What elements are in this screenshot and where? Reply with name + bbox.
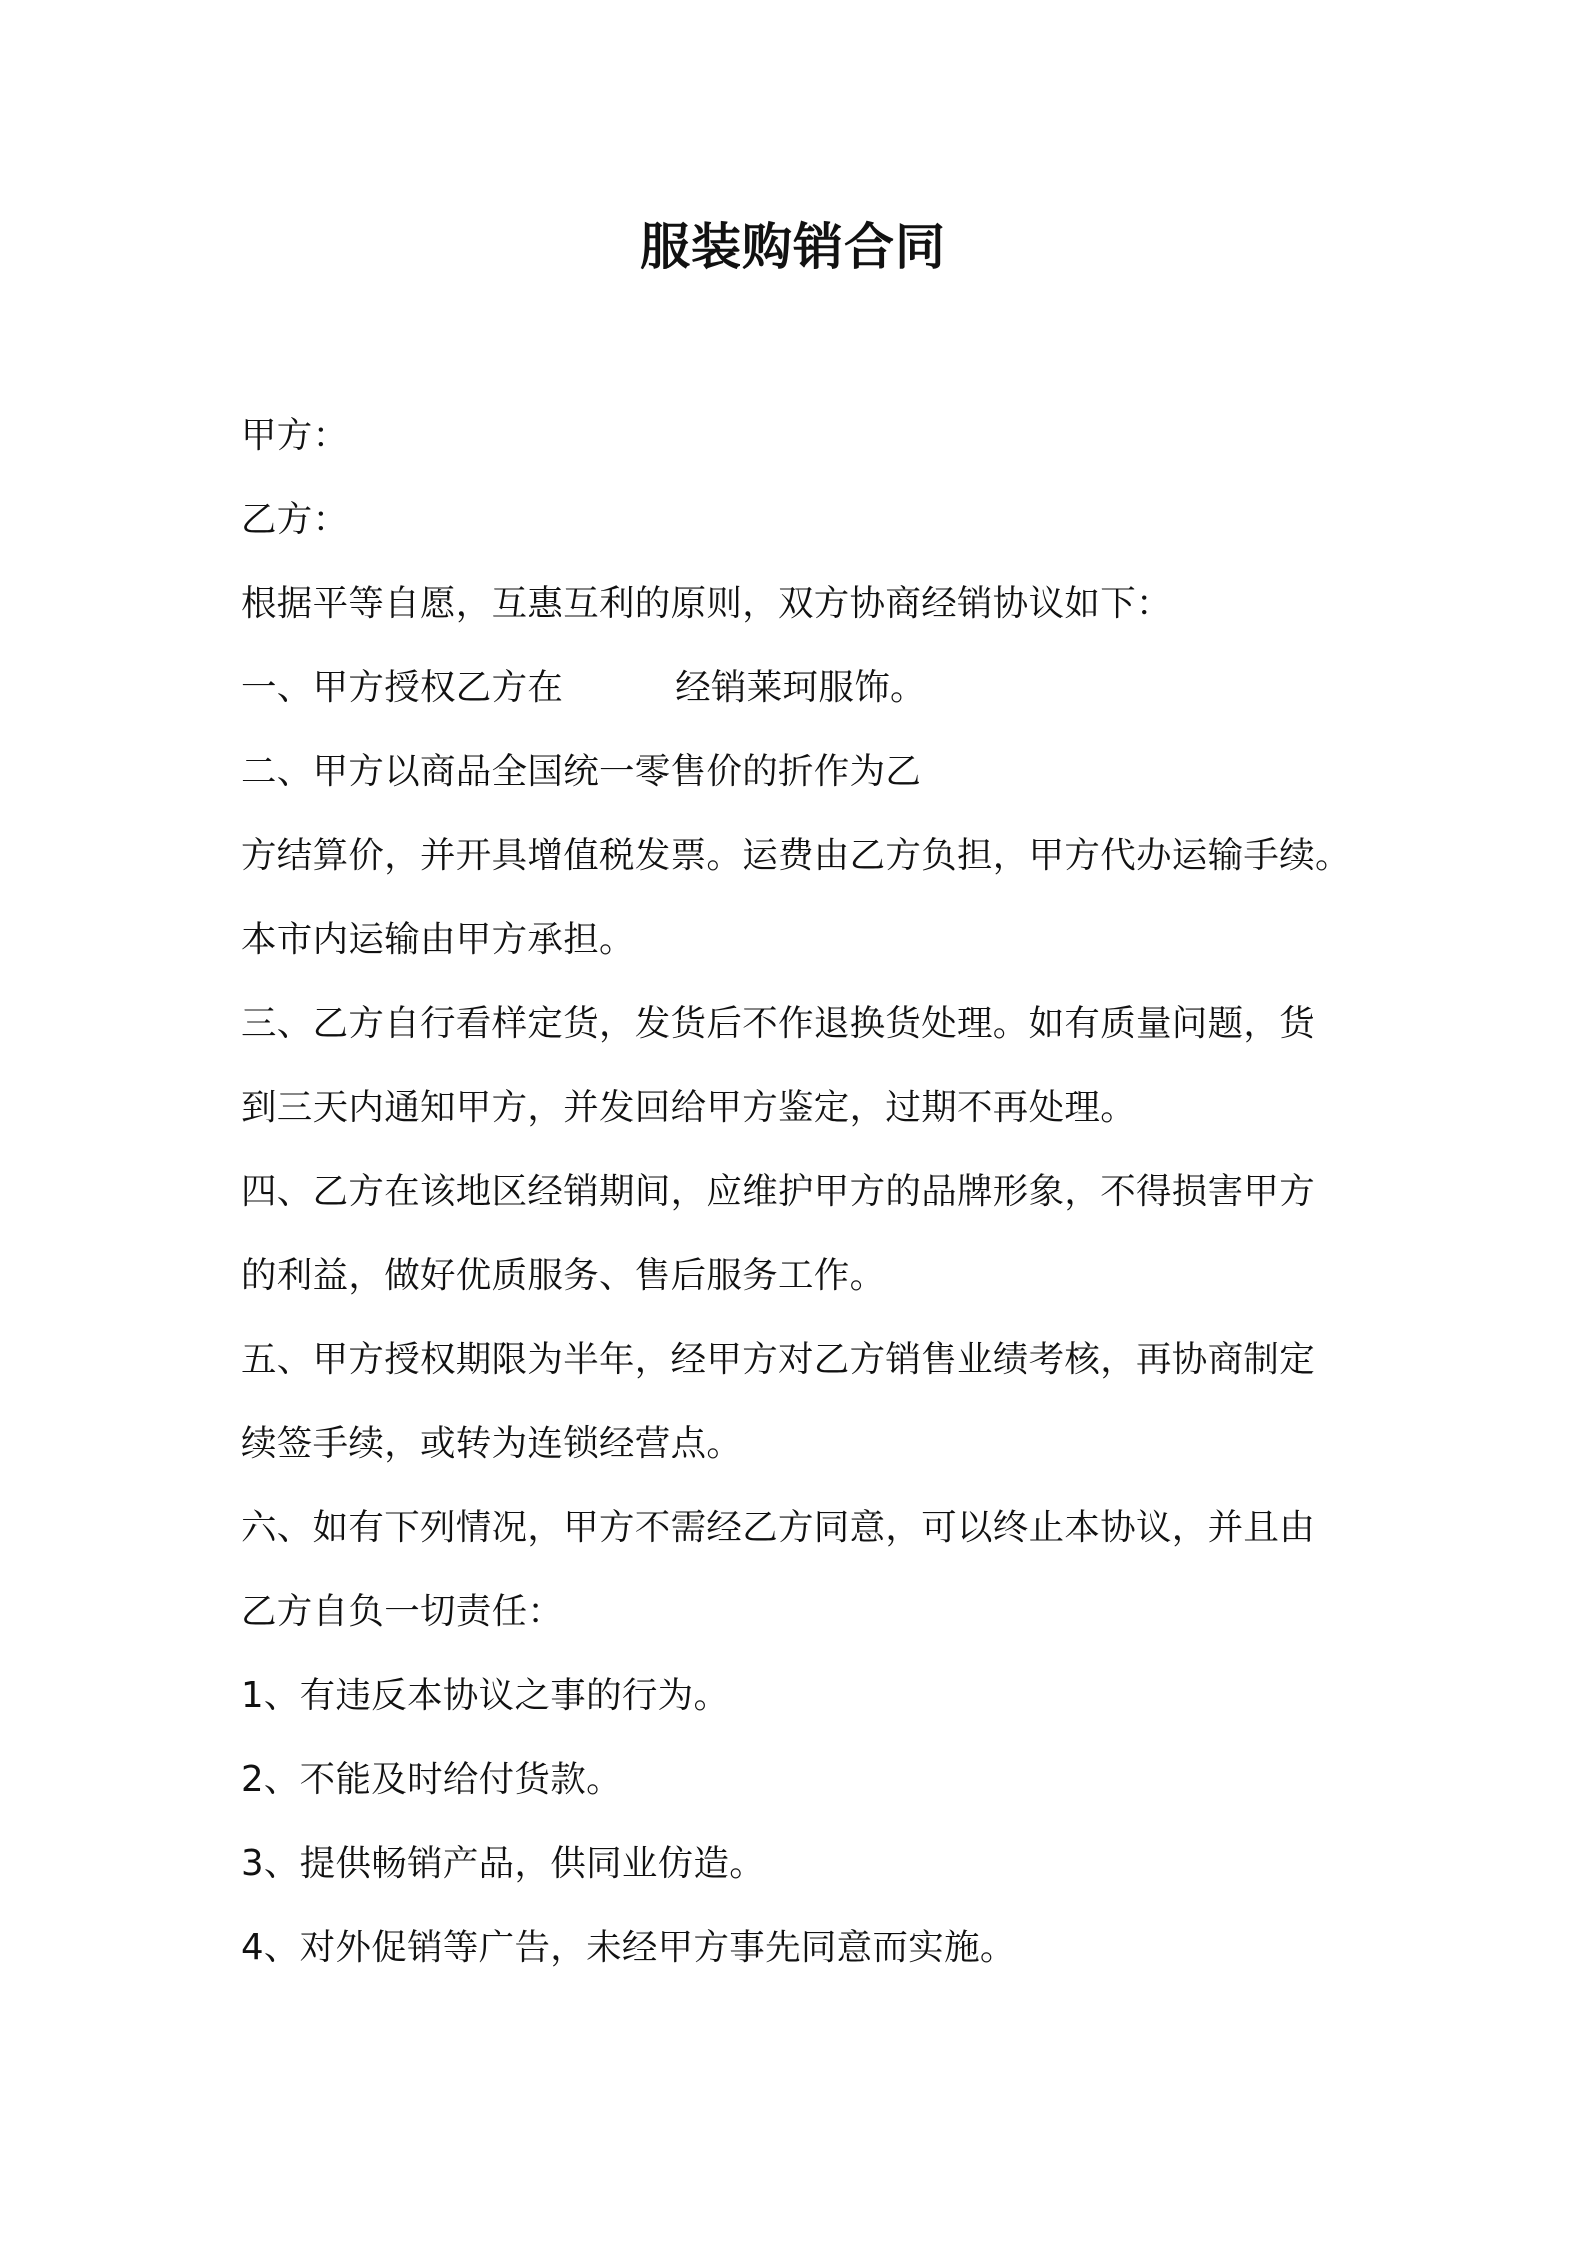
condition-item-1: 1、有违反本协议之事的行为。 bbox=[241, 1675, 730, 1716]
clause-5-line-1: 五、甲方授权期限为半年，经甲方对乙方销售业绩考核，再协商制定 bbox=[241, 1339, 1316, 1380]
clause-6-line-1: 六、如有下列情况，甲方不需经乙方同意，可以终止本协议，并且由 bbox=[241, 1507, 1316, 1548]
party-a-line: 甲方： bbox=[241, 415, 349, 456]
clause-1-after: 经销莱珂服饰。 bbox=[675, 667, 926, 708]
clause-1-before: 一、甲方授权乙方在 bbox=[241, 667, 564, 708]
condition-item-2: 2、不能及时给付货款。 bbox=[241, 1759, 622, 1800]
clause-1-line bbox=[241, 663, 926, 713]
clause-2-line-3: 本市内运输由甲方承担。 bbox=[241, 919, 635, 960]
clause-3-line-2: 到三天内通知甲方，并发回给甲方鉴定，过期不再处理。 bbox=[241, 1087, 1137, 1128]
clause-2-line-1: 二、甲方以商品全国统一零售价的折作为乙 bbox=[241, 751, 922, 792]
party-b-line: 乙方： bbox=[241, 499, 349, 540]
clause-6-line-2: 乙方自负一切责任： bbox=[241, 1591, 564, 1632]
preamble-line: 根据平等自愿，互惠互利的原则，双方协商经销协议如下： bbox=[241, 583, 1172, 624]
clause-2-line-2: 方结算价，并开具增值税发票。运费由乙方负担，甲方代办运输手续。 bbox=[241, 835, 1351, 876]
condition-item-3: 3、提供畅销产品，供同业仿造。 bbox=[241, 1843, 766, 1884]
clause-5-line-2: 续签手续，或转为连锁经营点。 bbox=[241, 1423, 743, 1464]
clause-4-line-1: 四、乙方在该地区经销期间，应维护甲方的品牌形象，不得损害甲方 bbox=[241, 1171, 1316, 1212]
clause-3-line-1: 三、乙方自行看样定货，发货后不作退换货处理。如有质量问题，货 bbox=[241, 1003, 1316, 1044]
clause-4-line-2: 的利益，做好优质服务、售后服务工作。 bbox=[241, 1255, 886, 1296]
condition-item-4: 4、对外促销等广告，未经甲方事先同意而实施。 bbox=[241, 1927, 1016, 1968]
document-title: 服装购销合同 bbox=[640, 218, 946, 276]
